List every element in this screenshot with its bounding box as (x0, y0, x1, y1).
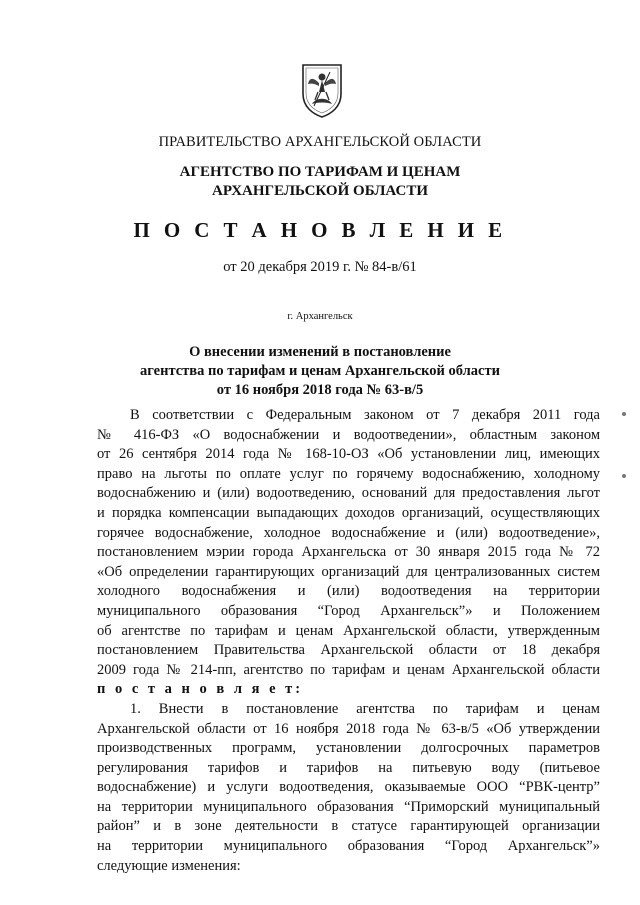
text-line: муниципального образования “Город Архангельск”» и Положением (97, 602, 600, 619)
text-line: об агентстве по тарифам и ценам Архангельской области, утвержденным (97, 622, 600, 639)
text-line: 1. Внести в постановление агентства по тарифам и ценам (130, 700, 600, 717)
text-line: водоснабжению и (или) водоотведению, оснований для предоставления льгот (97, 485, 600, 502)
text-line: холодного водоснабжения и (или) водоотведения на территории (97, 583, 600, 600)
subject-line-1: О внесении изменений в постановление (189, 344, 451, 360)
coat-of-arms-emblem (300, 62, 344, 118)
text-line: постановлением Правительства Архангельской области от 18 декабря (97, 642, 600, 659)
text-line: следующие изменения: (97, 857, 241, 874)
text-line: право на льготы по оплате услуг по горячему водоснабжению, холодному (97, 465, 600, 482)
text-line: 2009 года № 214-пп, агентство по тарифам и ценам Архангельской области (97, 661, 600, 678)
document-date-number: от 20 декабря 2019 г. № 84-в/61 (223, 259, 417, 275)
text-line: водоснабжение) и услуги водоотведения, оказываемые ООО “РВК-центр” (97, 779, 600, 796)
text-line: от 26 сентября 2014 года № 168-10-ОЗ «Об установлении лиц, имеющих (97, 446, 600, 463)
text-line: на территории муниципального образования “Город Архангельск”» (97, 838, 600, 855)
document-city: г. Архангельск (287, 311, 353, 322)
text-line: № 416-ФЗ «О водоснабжении и водоотведении», областным законом (97, 426, 600, 443)
subject-line-2: агентства по тарифам и ценам Архангельской области (140, 363, 500, 379)
text-line: производственных программ, установлении долгосрочных параметров (97, 740, 600, 757)
text-line: Архангельской области от 16 ноября 2018 года № 63-в/5 «Об утверждении (97, 720, 600, 737)
text-line: и порядка компенсации выпадающих доходов организаций, осуществляющих (97, 504, 600, 521)
resolves-word: п о с т а н о в л я е т: (97, 681, 304, 698)
text-line: постановлением мэрии города Архангельска от 30 января 2015 года № 72 (97, 544, 600, 561)
government-name: ПРАВИТЕЛЬСТВО АРХАНГЕЛЬСКОЙ ОБЛАСТИ (158, 134, 482, 150)
subject-line-3: от 16 ноября 2018 года № 63-в/5 (216, 382, 424, 398)
agency-line-1: АГЕНТСТВО ПО ТАРИФАМ И ЦЕНАМ (179, 164, 461, 180)
preamble-paragraph (97, 406, 600, 876)
agency-name (0, 163, 640, 201)
document-subject (0, 343, 640, 400)
text-line: В соответствии с Федеральным законом от 7 декабря 2011 года (130, 407, 600, 423)
text-line: регулирования тарифов и тарифов на питьевую воду (питьевое (97, 759, 600, 776)
text-line: «Об определении гарантирующих организаций для централизованных систем (97, 563, 600, 580)
text-line: район” и в зоне деятельности в статусе гарантирующей организации (97, 818, 600, 835)
text-line: на территории муниципального образования “Приморский муниципальный (97, 798, 600, 815)
scan-speck (622, 474, 626, 478)
agency-line-2: АРХАНГЕЛЬСКОЙ ОБЛАСТИ (212, 183, 428, 199)
document-type-title: П О С Т А Н О В Л Е Н И Е (133, 218, 507, 242)
text-line: горячее водоснабжение, холодное водоснабжение и (или) водоотведение», (97, 524, 600, 541)
scan-speck (622, 412, 626, 416)
